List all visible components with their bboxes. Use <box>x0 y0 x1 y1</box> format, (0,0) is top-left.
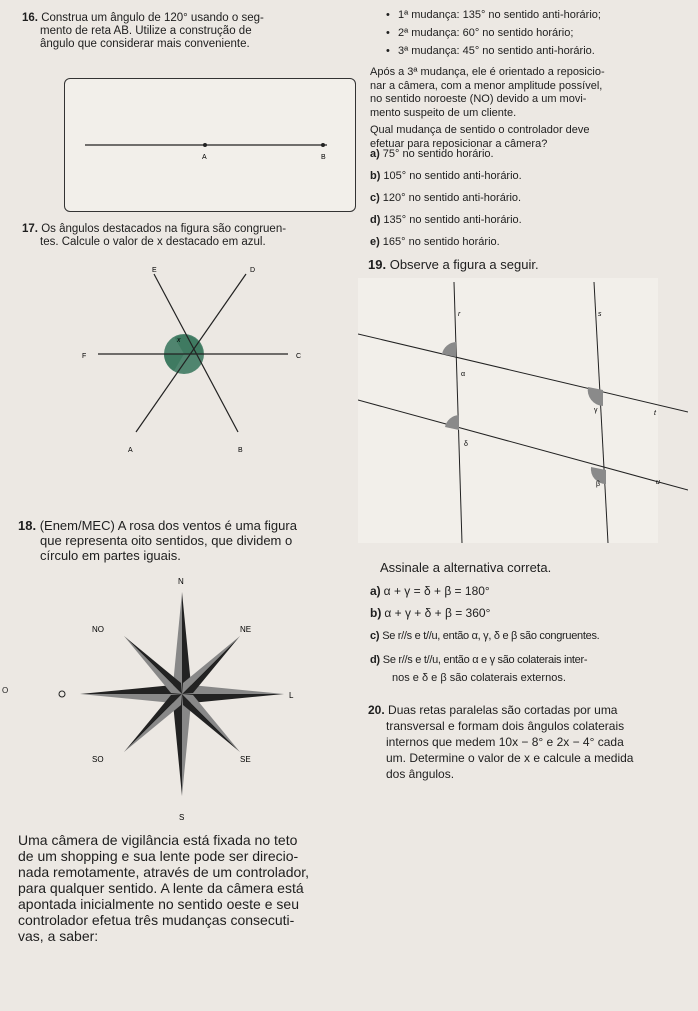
question-20-number: 20. <box>368 703 385 717</box>
change-2: • 2ª mudança: 60° no sentido horário; <box>398 26 698 40</box>
q19-option-d-text: Se r//s e t//u, então α e γ são colaterais inter- <box>382 654 588 666</box>
q18-changes <box>398 8 698 58</box>
q18-option-b[interactable] <box>370 170 522 182</box>
q18-text-line-4: para qualquer sentido. A lente da câmera está <box>18 880 304 896</box>
label-t: t <box>654 410 656 417</box>
q18-option-a-letter: a) <box>370 148 380 160</box>
question-line-2: efetuar para reposicionar a câmera? <box>370 137 548 150</box>
point-a-label: A <box>202 154 207 161</box>
figure-19 <box>358 278 688 546</box>
change-3: • 3ª mudança: 45° no sentido anti-horário. <box>398 44 698 58</box>
label-d: D <box>250 267 256 274</box>
q18-option-d-text: 135° no sentido anti-horário. <box>383 214 522 226</box>
q18-option-a-text: 75° no sentido horário. <box>382 148 494 160</box>
label-beta: β <box>596 481 601 488</box>
q18-option-d-letter: d) <box>370 214 381 226</box>
q19-option-c-letter: c) <box>370 630 380 642</box>
q18-text-line-1: Uma câmera de vigilância está fixada no teto <box>18 832 298 848</box>
compass-label-ne: NE <box>240 625 252 634</box>
q18-text-line-5: apontada inicialmente no sentido oeste e seu <box>18 896 299 912</box>
q19-option-d-cont: nos e δ e β são colaterais externos. <box>392 672 566 684</box>
q19-option-c-text: Se r//s e t//u, então α, γ, δ e β são congruentes. <box>382 630 600 642</box>
question-16 <box>22 12 352 51</box>
question-line-1: Qual mudança de sentido o controlador deve <box>370 124 590 136</box>
label-a: A <box>128 447 133 454</box>
label-delta: δ <box>464 441 468 448</box>
label-e: E <box>152 267 157 274</box>
q18-option-b-text: 105° no sentido anti-horário. <box>383 170 522 182</box>
compass-label-so: SO <box>92 755 104 764</box>
question-19-title <box>368 258 539 271</box>
question-18-line2: que representa oito sentidos, que dividem o <box>40 533 293 548</box>
line-da <box>136 274 246 432</box>
q19-option-b-text: α + γ + δ + β = 360° <box>384 606 491 620</box>
point-b-label: B <box>321 154 326 161</box>
figure-17 <box>70 262 330 462</box>
figure-19-bg <box>358 278 658 543</box>
compass-label-n: N <box>178 577 184 586</box>
question-18-line3: círculo em partes iguais. <box>40 548 181 563</box>
question-16-line2: mento de reta AB. Utilize a construção de <box>40 25 252 37</box>
compass-rose <box>50 572 310 822</box>
q19-option-b[interactable] <box>370 606 490 620</box>
after-line-4: mento suspeito de um cliente. <box>370 106 517 119</box>
question-19-prompt: Assinale a alternativa correta. <box>380 560 552 575</box>
after-line-1: Após a 3ª mudança, ele é orientado a reposicio- <box>370 66 605 78</box>
question-18-line1: (Enem/MEC) A rosa dos ventos é uma figura <box>39 518 297 533</box>
question-19-number: 19. <box>368 257 387 272</box>
label-b: B <box>238 447 243 454</box>
compass-label-no: NO <box>92 625 104 634</box>
compass-label-s: S <box>179 813 185 822</box>
q19-option-a-letter: a) <box>370 584 381 598</box>
change-1: • 1ª mudança: 135° no sentido anti-horário; <box>398 8 698 22</box>
label-r: r <box>458 311 461 318</box>
after-line-2: nar a câmera, com a menor amplitude possível, <box>370 79 603 92</box>
compass-o-marker <box>59 691 65 697</box>
q19-option-d-letter: d) <box>370 654 380 666</box>
question-19-title-text: Observe a figura a seguir. <box>389 257 539 272</box>
q18-text-line-3: nada remotamente, através de um controlador, <box>18 864 310 880</box>
compass-label-se: SE <box>240 755 251 764</box>
label-s: s <box>598 311 602 318</box>
question-18-intro <box>18 518 358 563</box>
label-c: C <box>296 353 302 360</box>
compass-label-o: O <box>2 686 9 695</box>
q18-option-e[interactable] <box>370 236 500 248</box>
question-16-line1: Construa um ângulo de 120° usando o seg- <box>41 12 264 24</box>
after-line-3: no sentido noroeste (NO) devido a um movi- <box>370 93 587 105</box>
q19-option-c[interactable] <box>370 630 599 642</box>
q18-text-line-7: vas, a saber: <box>18 928 99 944</box>
point-b-dot <box>321 143 325 147</box>
q19-option-d[interactable] <box>370 654 587 666</box>
q18-option-e-letter: e) <box>370 236 380 248</box>
answer-box-16 <box>64 78 356 212</box>
label-gamma: γ <box>594 407 598 414</box>
label-alpha: α <box>461 371 466 378</box>
question-18-text <box>18 832 358 944</box>
question-17-number: 17. <box>22 223 38 235</box>
q18-option-e-text: 165° no sentido horário. <box>382 236 500 248</box>
question-17-line2: tes. Calcule o valor de x destacado em azul. <box>40 236 266 248</box>
question-17 <box>22 223 362 249</box>
label-f: F <box>82 353 87 360</box>
question-18-number: 18. <box>18 518 37 533</box>
label-u: u <box>656 479 660 486</box>
question-20-line4: um. Determine o valor de x e calcule a medida <box>386 751 634 765</box>
q18-text-line-6: controlador efetua três mudanças consecuti- <box>18 912 295 928</box>
question-20-line1: Duas retas paralelas são cortadas por uma <box>388 703 618 717</box>
question-20-line2: transversal e formam dois ângulos colaterais <box>386 719 625 733</box>
q18-option-a[interactable] <box>370 148 494 160</box>
point-a-dot <box>203 143 207 147</box>
question-20 <box>368 702 698 782</box>
question-16-number: 16. <box>22 12 38 24</box>
compass-label-l: L <box>289 691 294 700</box>
q18-option-c-letter: c) <box>370 192 380 204</box>
label-x: x <box>177 337 181 344</box>
q18-option-c-text: 120° no sentido anti-horário. <box>382 192 522 204</box>
segment-ab-figure <box>65 79 355 211</box>
question-16-line3: ângulo que considerar mais conveniente. <box>40 38 250 50</box>
q18-option-b-letter: b) <box>370 170 381 182</box>
q18-text-line-2: de um shopping e sua lente pode ser direcio- <box>18 848 299 864</box>
q19-option-b-letter: b) <box>370 606 382 620</box>
question-17-line1: Os ângulos destacados na figura são congruen- <box>41 223 287 235</box>
question-20-line3: internos que medem 10x − 8° e 2x − 4° cada <box>386 735 624 749</box>
q18-option-c[interactable] <box>370 192 521 204</box>
q18-option-d[interactable] <box>370 214 522 226</box>
q19-option-a-text: α + γ = δ + β = 180° <box>383 584 490 598</box>
q18-after <box>370 66 698 151</box>
question-20-line5: dos ângulos. <box>386 767 455 781</box>
q19-option-a[interactable] <box>370 584 490 598</box>
